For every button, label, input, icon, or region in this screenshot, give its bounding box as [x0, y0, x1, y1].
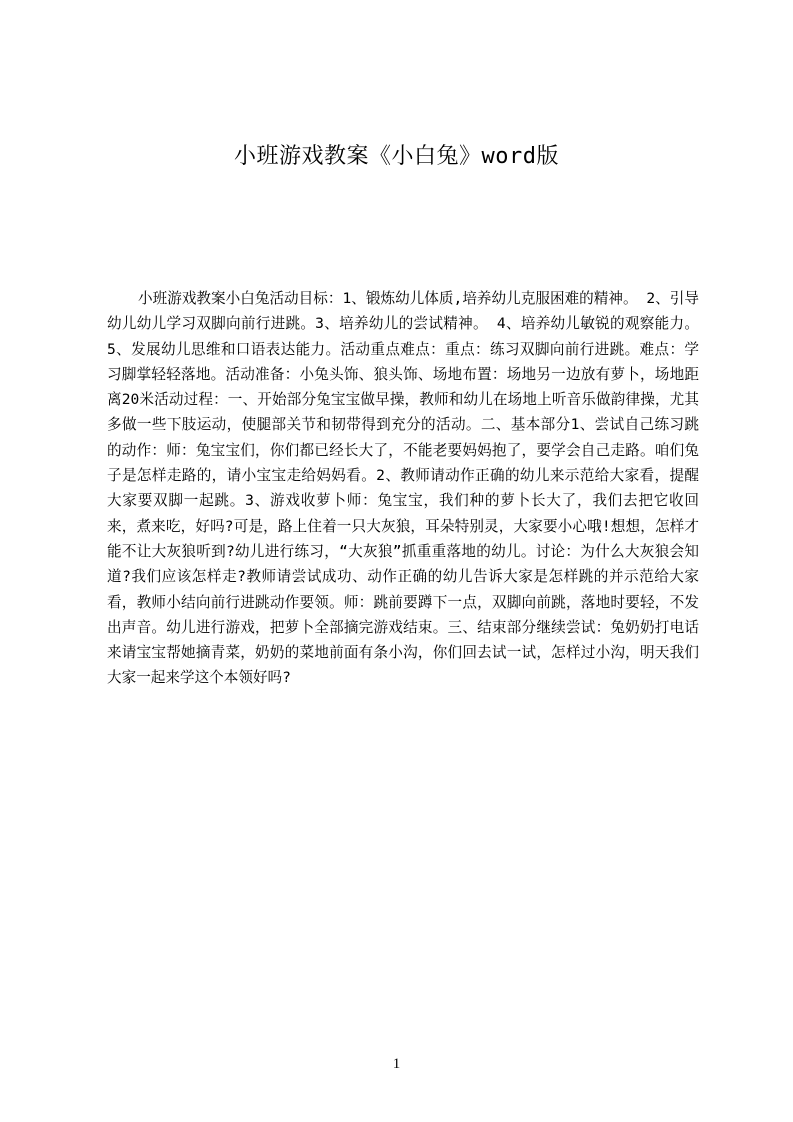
page-number: 1	[392, 1056, 401, 1072]
document-title: 小班游戏教案《小白兔》word版	[234, 144, 559, 169]
document-body-paragraph: 小班游戏教案小白兔活动目标：1、锻炼幼儿体质,培养幼儿克服困难的精神。 2、引导幼儿幼儿学习双脚向前行进跳。3、培养幼儿的尝试精神。 4、培养幼儿敏锐的观察能力。5、发展幼儿思维和口语表达能力。活动重点难点：重点：练习双脚向前行进跳。难点：学习脚掌轻轻落地。活动准备：小兔头饰、狼头饰、场地布置：场地另一边放有萝卜，场地距离20米活动过程：一、开始部分兔宝宝做早操，教师和幼儿在场地上听音乐做韵律操，尤其多做一些下肢运动，使腿部关节和韧带得到充分的活动。二、基本部分1、尝试自己练习跳的动作：师：兔宝宝们，你们都已经长大了，不能老要妈妈抱了，要学会自己走路。咱们兔子是怎样走路的，请小宝宝走给妈妈看。2、教师请动作正确的幼儿来示范给大家看，提醒大家要双脚一起跳。3、游戏收萝卜师：兔宝宝，我们种的萝卜长大了，我们去把它收回来，煮来吃，好吗?可是，路上住着一只大灰狼，耳朵特别灵，大家要小心哦!想想，怎样才能不让大灰狼听到?幼儿进行练习，“大灰狼”抓重重落地的幼儿。讨论：为什么大灰狼会知道?我们应该怎样走?教师请尝试成功、动作正确的幼儿告诉大家是怎样跳的并示范给大家看，教师小结向前行进跳动作要领。师：跳前要蹲下一点，双脚向前跳，落地时要轻，不发出声音。幼儿进行游戏，把萝卜全部摘完游戏结束。三、结束部分继续尝试：兔奶奶打电话来请宝宝帮她摘青菜，奶奶的菜地前面有条小沟，你们回去试一试，怎样过小沟，明天我们大家一起来学这个本领好吗?	[107, 290, 699, 687]
